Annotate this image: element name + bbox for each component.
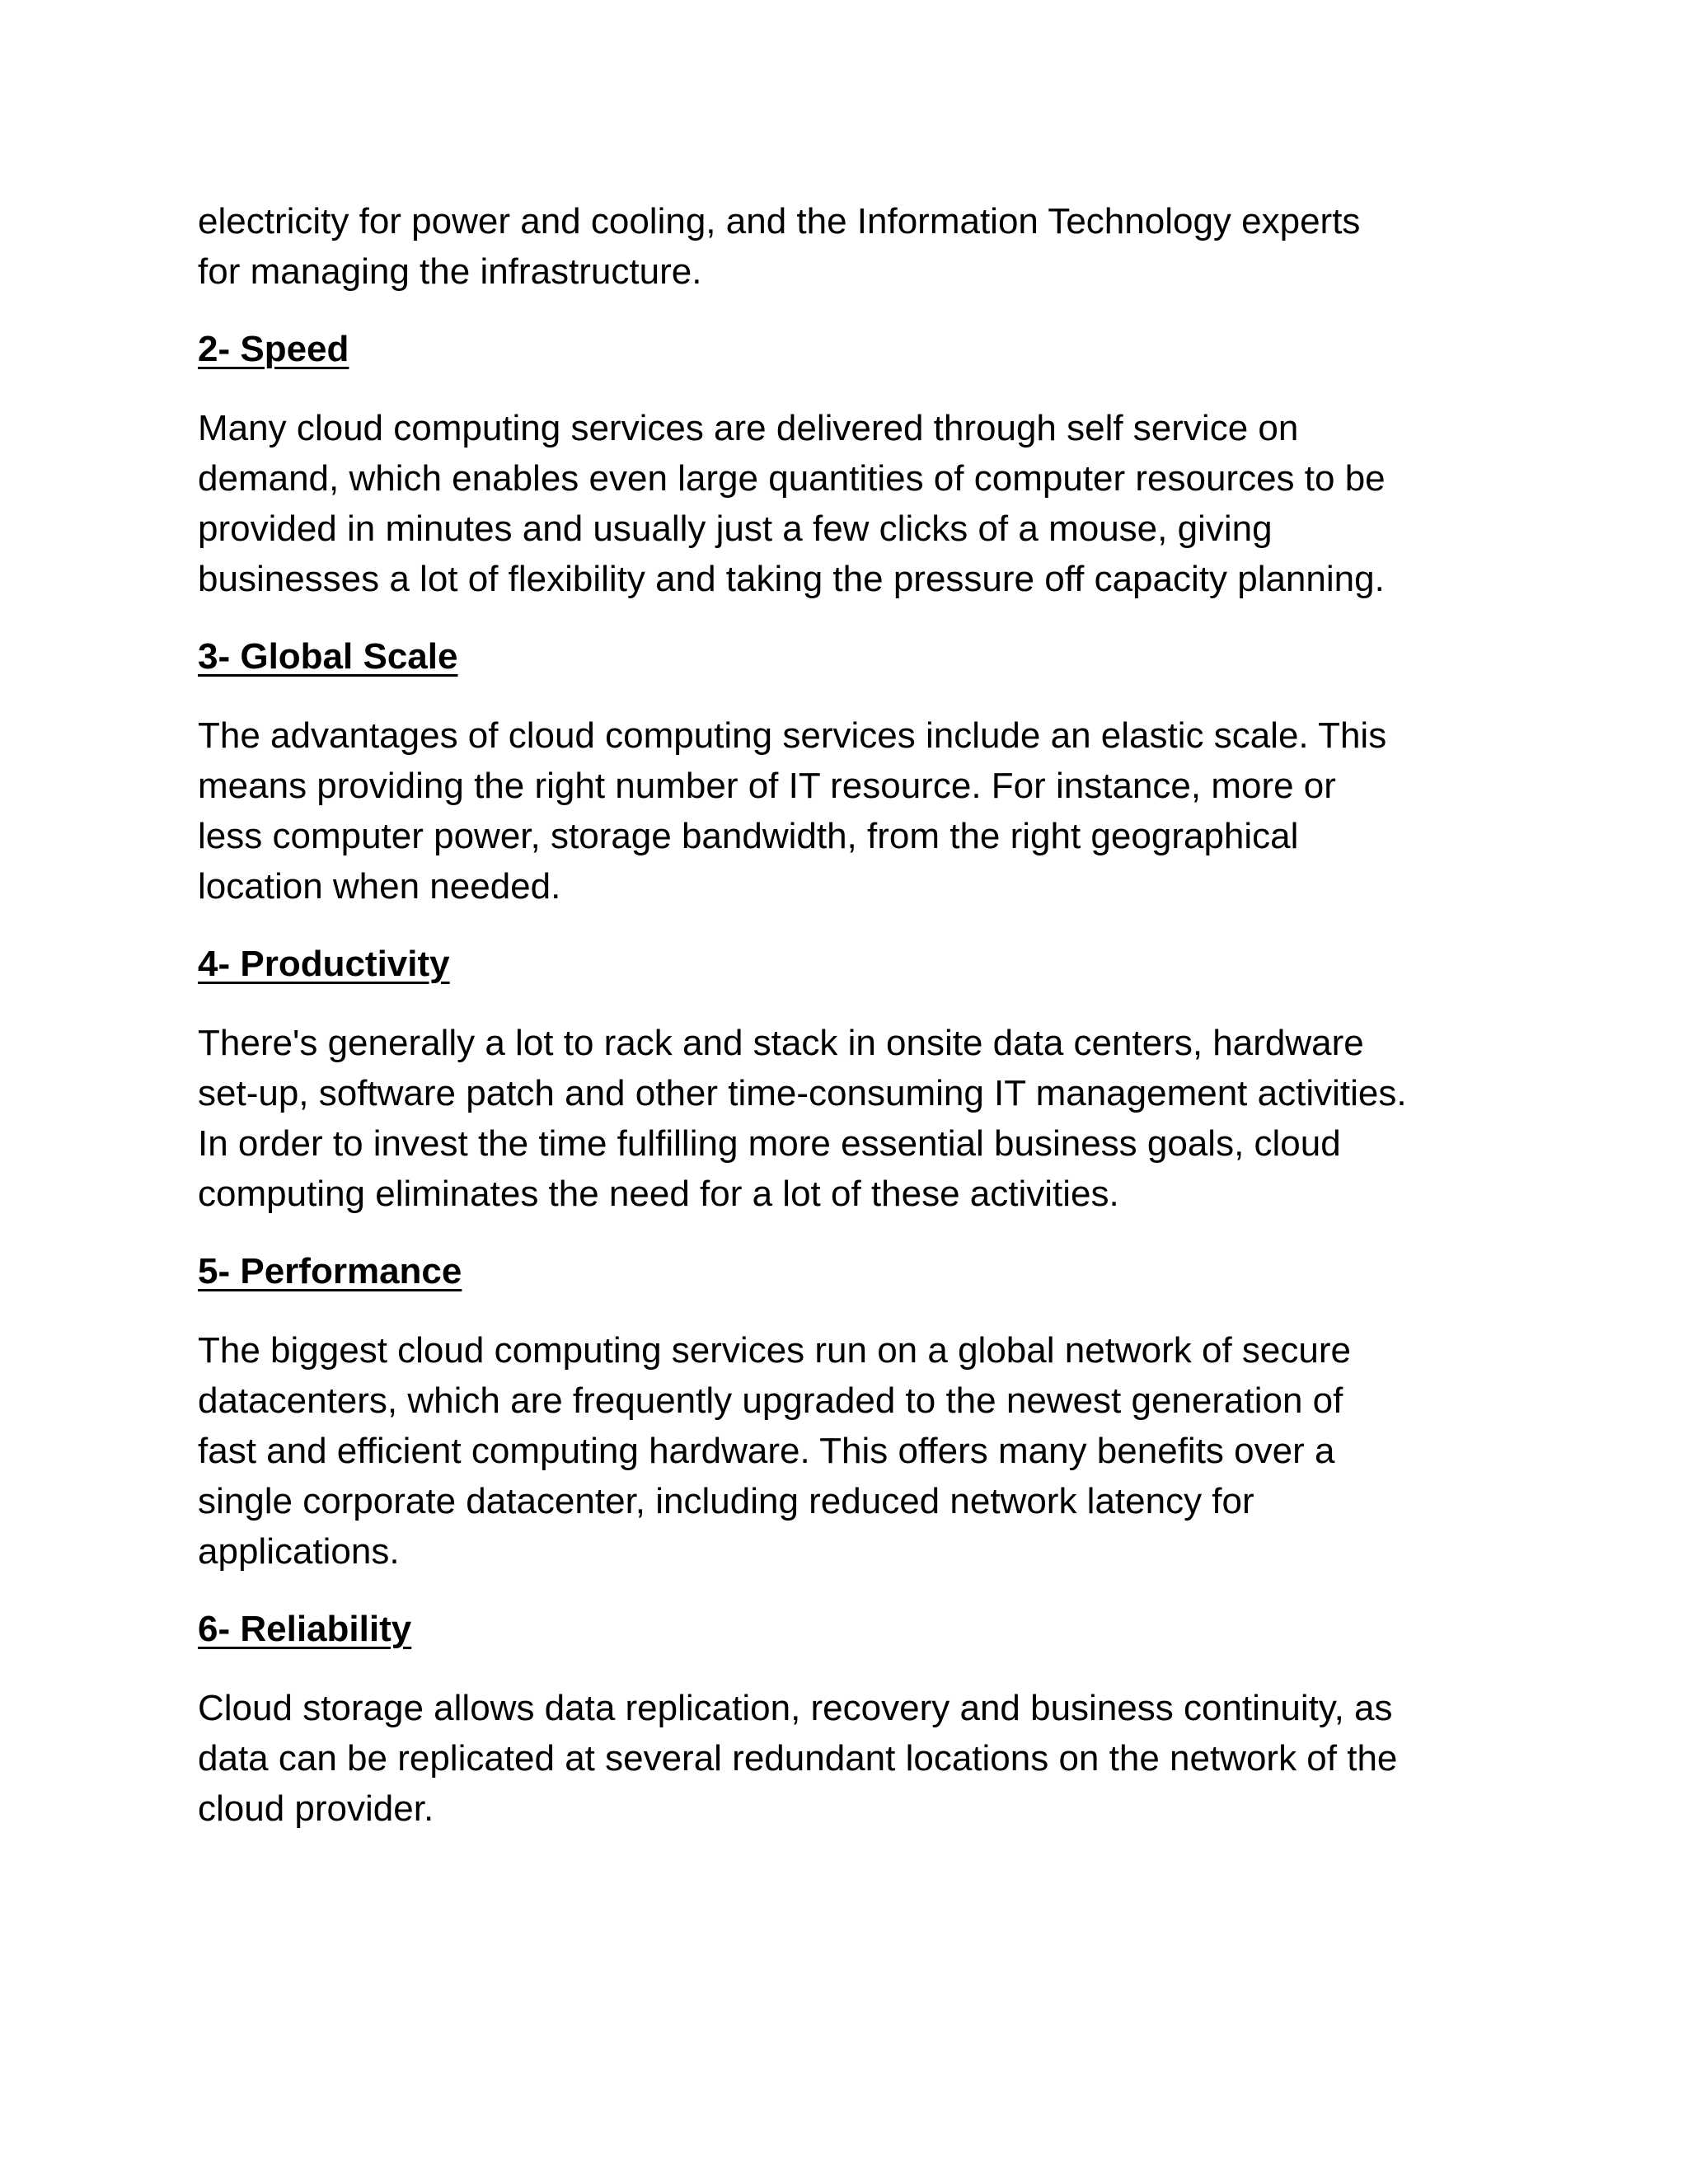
section-heading-global-scale: 3- Global Scale <box>198 636 458 677</box>
section-heading-productivity: 4- Productivity <box>198 944 450 984</box>
paragraph-line: provided in minutes and usually just a few clicks of a mouse, giving <box>198 509 1273 549</box>
paragraph-line: demand, which enables even large quantities of computer resources to be <box>198 458 1386 499</box>
section-paragraph-performance <box>198 1325 1517 1577</box>
section-paragraph-speed <box>198 403 1517 604</box>
paragraph-line: computing eliminates the need for a lot of these activities. <box>198 1174 1119 1214</box>
document-body <box>198 196 1517 1834</box>
paragraph-line: Cloud storage allows data replication, recovery and business continuity, as <box>198 1688 1393 1728</box>
paragraph-line: The advantages of cloud computing services include an elastic scale. This <box>198 715 1387 756</box>
paragraph-line: businesses a lot of flexibility and taking the pressure off capacity planning. <box>198 559 1385 599</box>
section-paragraph-productivity <box>198 1018 1517 1219</box>
section-heading-speed: 2- Speed <box>198 329 349 369</box>
paragraph-line: cloud provider. <box>198 1788 434 1829</box>
paragraph-line: means providing the right number of IT resource. For instance, more or <box>198 766 1336 806</box>
paragraph-line: fast and efficient computing hardware. This offers many benefits over a <box>198 1431 1335 1471</box>
paragraph-line: datacenters, which are frequently upgraded to the newest generation of <box>198 1380 1343 1421</box>
paragraph-line: There's generally a lot to rack and stack in onsite data centers, hardware <box>198 1023 1364 1063</box>
paragraph-line: data can be replicated at several redundant locations on the network of the <box>198 1738 1398 1779</box>
section-heading-reliability: 6- Reliability <box>198 1609 412 1649</box>
paragraph-line: In order to invest the time fulfilling more essential business goals, cloud <box>198 1123 1341 1164</box>
paragraph-line: applications. <box>198 1531 400 1572</box>
paragraph-line: Many cloud computing services are delivered through self service on <box>198 408 1299 448</box>
section-heading-performance: 5- Performance <box>198 1251 462 1291</box>
paragraph-line: The biggest cloud computing services run on a global network of secure <box>198 1330 1351 1371</box>
paragraph-line: location when needed. <box>198 866 561 907</box>
paragraph-line: single corporate datacenter, including reduced network latency for <box>198 1481 1254 1521</box>
paragraph-line: electricity for power and cooling, and the Information Technology experts <box>198 201 1361 241</box>
paragraph-line: set-up, software patch and other time-consuming IT management activities. <box>198 1073 1407 1113</box>
section-paragraph-reliability <box>198 1683 1517 1834</box>
paragraph-line: less computer power, storage bandwidth, from the right geographical <box>198 816 1299 856</box>
intro-paragraph <box>198 196 1517 297</box>
section-paragraph-global-scale <box>198 710 1517 912</box>
paragraph-line: for managing the infrastructure. <box>198 251 702 292</box>
